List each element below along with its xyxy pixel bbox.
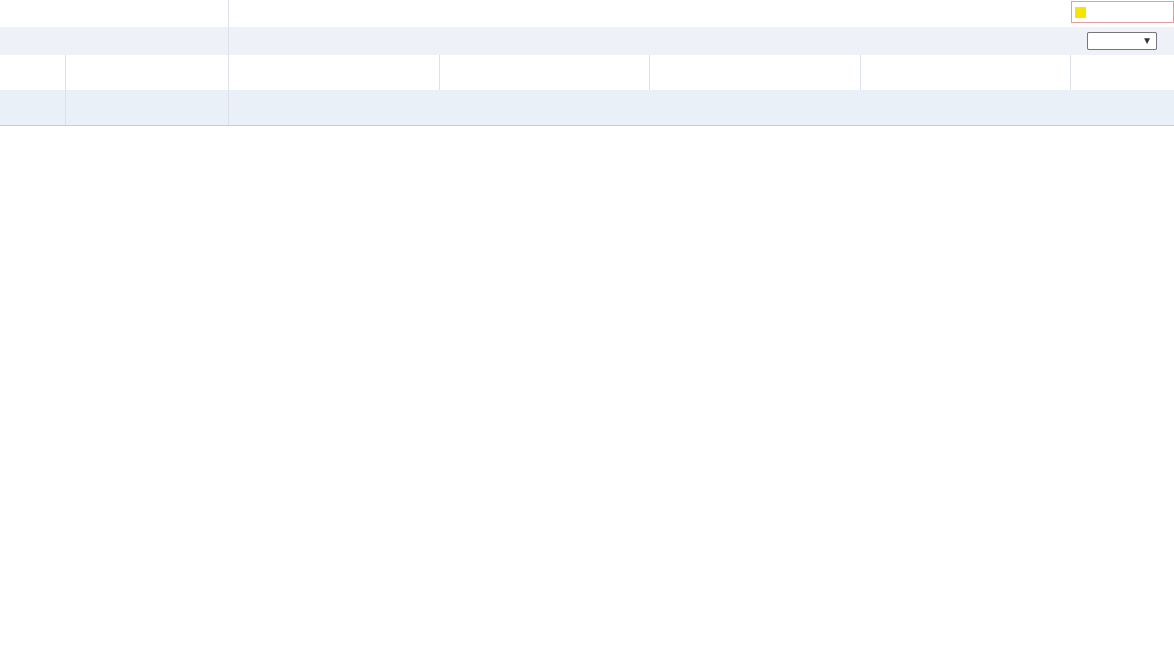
latest-label	[0, 90, 66, 125]
group-column-header	[861, 55, 1071, 90]
tens-column-header	[440, 55, 650, 90]
site-logo[interactable]	[1071, 1, 1174, 23]
column-header-row	[0, 55, 1174, 91]
accuracy-column-header	[1071, 55, 1174, 90]
units-column-header	[650, 55, 861, 90]
hit-rate-row	[0, 27, 1174, 56]
latest-date	[66, 90, 229, 125]
hit-rate-label	[0, 27, 229, 55]
hundreds-column-header	[229, 55, 440, 90]
chevron-down-icon: ▼	[1142, 36, 1152, 47]
latest-accuracy-empty	[1071, 90, 1174, 125]
latest-draw-row	[0, 90, 1174, 126]
issue-column-header	[0, 55, 66, 90]
team-label	[0, 0, 229, 27]
period-select[interactable]	[1087, 32, 1157, 50]
expert-team-header-row	[0, 0, 1174, 28]
logo-square-icon	[1075, 7, 1086, 18]
draw-column-header	[66, 55, 229, 90]
